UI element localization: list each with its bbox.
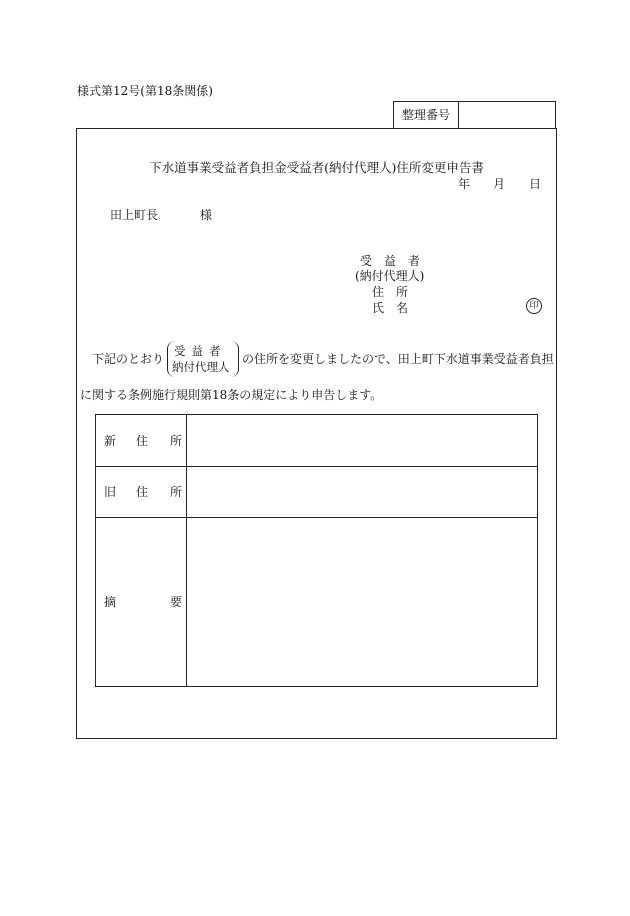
table-row-old-address bbox=[96, 467, 537, 518]
bracket-option-agent: 納付代理人 bbox=[172, 360, 230, 374]
label-char: 摘 bbox=[104, 595, 117, 609]
reference-number-label: 整理番号 bbox=[394, 102, 459, 128]
document-title: 下水道事業受益者負担金受益者(納付代理人)住所変更申告書 bbox=[149, 160, 484, 175]
label-char: 要 bbox=[170, 595, 183, 609]
label-char: 所 bbox=[170, 485, 183, 499]
label-char: 住 bbox=[136, 485, 149, 499]
label-char: 住 bbox=[136, 433, 149, 448]
label-char: 旧 bbox=[104, 485, 117, 499]
date-year-label: 年 bbox=[458, 177, 471, 191]
date-month-label: 月 bbox=[493, 177, 506, 191]
agent-label: (納付代理人) bbox=[355, 269, 425, 283]
label-char: 新 bbox=[104, 433, 117, 448]
body-text-suffix: の住所を変更しましたので、田上町下水道事業受益者負担 bbox=[242, 352, 554, 366]
body-text-line2: に関する条例施行規則第18条の規定により申告します。 bbox=[80, 388, 383, 402]
beneficiary-label: 受 益 者 bbox=[360, 254, 421, 268]
form-number-label: 様式第12号(第18条関係) bbox=[77, 84, 213, 98]
label-char: 所 bbox=[170, 433, 183, 448]
addressee-name: 田上町長 bbox=[110, 208, 159, 222]
table-row-new-address bbox=[96, 415, 537, 467]
row-label bbox=[96, 518, 187, 686]
reference-number-box bbox=[393, 101, 556, 128]
name-label: 氏 名 bbox=[372, 301, 409, 315]
table-row-summary bbox=[96, 518, 537, 686]
body-text-prefix: 下記のとおり bbox=[92, 352, 165, 366]
bracket-option-beneficiary: 受益者 bbox=[174, 344, 227, 358]
details-table bbox=[95, 414, 538, 687]
seal-mark: 印 bbox=[526, 298, 542, 314]
row-label bbox=[96, 415, 187, 466]
address-label: 住 所 bbox=[372, 285, 409, 299]
row-label bbox=[96, 467, 187, 517]
addressee-honorific: 様 bbox=[200, 208, 213, 222]
date-day-label: 日 bbox=[529, 177, 542, 191]
